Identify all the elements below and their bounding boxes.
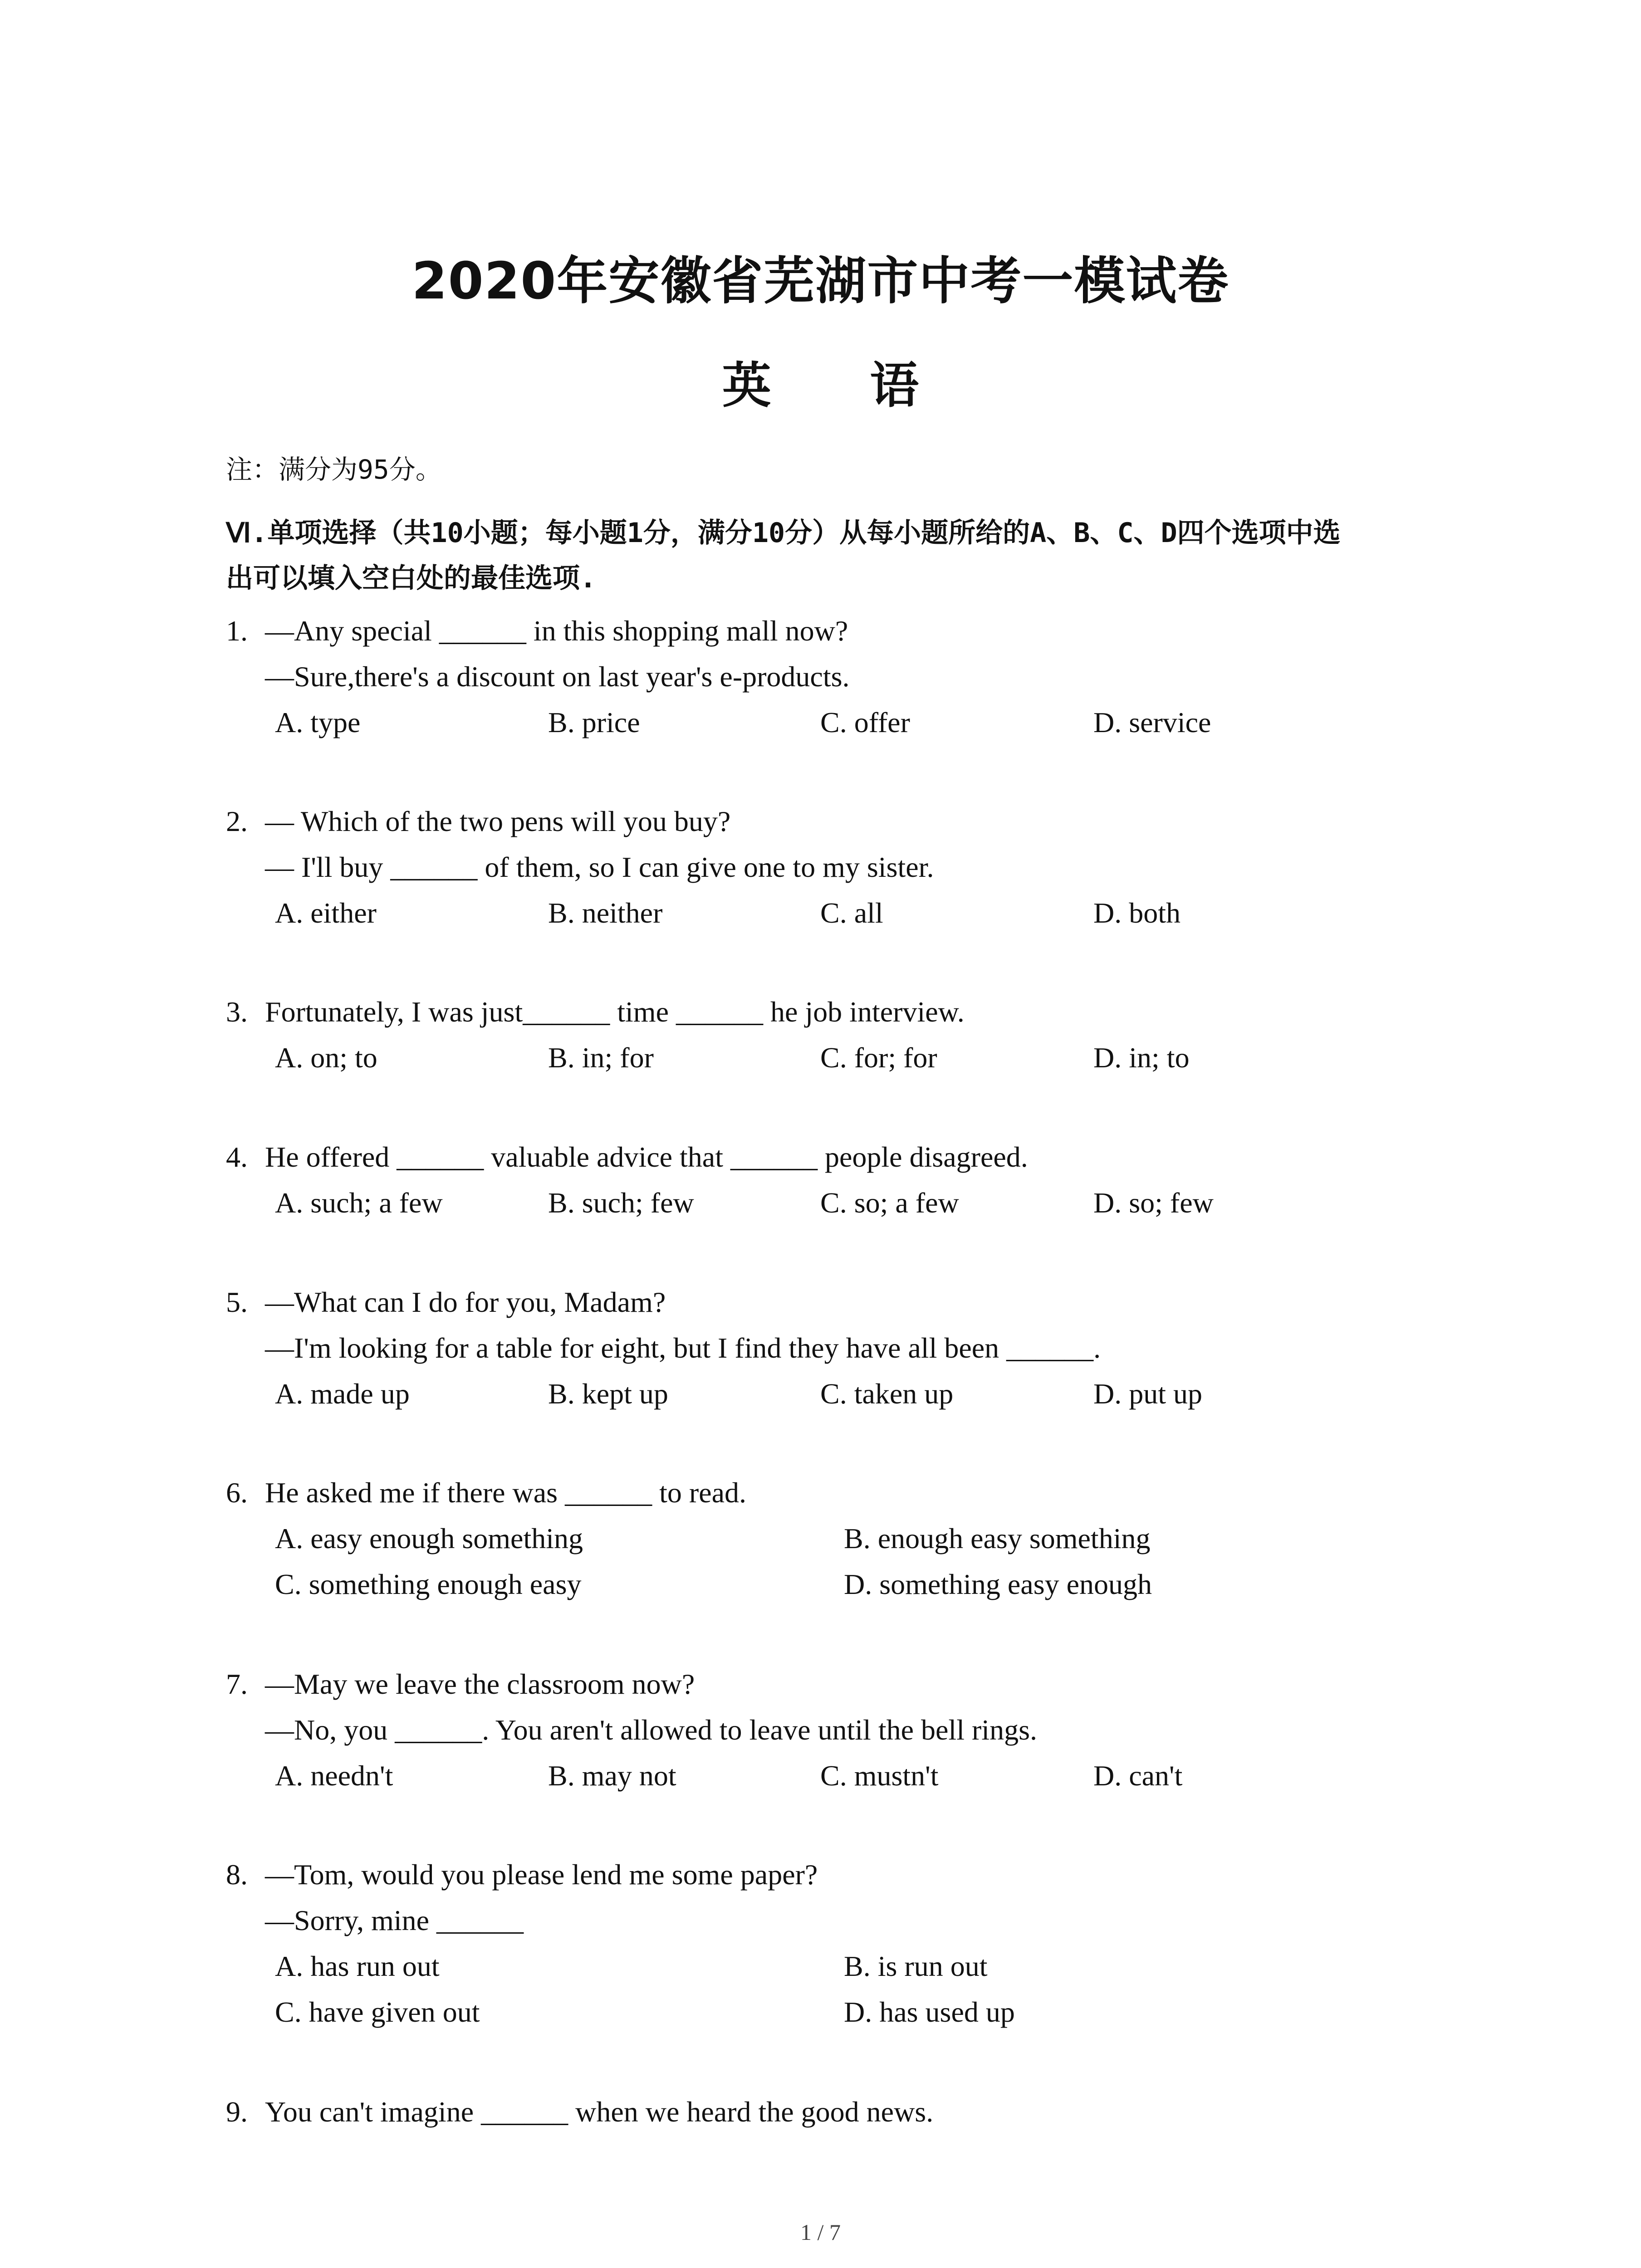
question-stem: You can't imagine ______ when we heard the good news. bbox=[265, 2096, 934, 2128]
question-stem: —Tom, would you please lend me some paper? bbox=[265, 1858, 818, 1891]
option-row bbox=[226, 1515, 1451, 1561]
option-c: C. have given out bbox=[275, 1996, 480, 2028]
section-heading-line-1: Ⅵ.单项选择（共10小题；每小题1分，满分10分）从每小题所给的A、B、C、D四个选项中选 bbox=[226, 517, 1341, 549]
question-number: 5. bbox=[226, 1286, 248, 1318]
question-stem: — Which of the two pens will you buy? bbox=[265, 805, 731, 837]
option-a: A. on; to bbox=[275, 1041, 377, 1074]
option-a: A. type bbox=[275, 706, 361, 738]
option-c: C. mustn't bbox=[820, 1760, 939, 1792]
question-3 bbox=[226, 989, 1451, 1080]
question-8 bbox=[226, 1852, 1451, 2035]
question-number: 2. bbox=[226, 805, 248, 837]
option-c: C. all bbox=[820, 897, 883, 929]
option-d: D. both bbox=[1093, 897, 1181, 929]
score-note: 注：满分为95分。 bbox=[226, 454, 442, 485]
option-c: C. so; a few bbox=[820, 1187, 959, 1219]
question-stem: He offered ______ valuable advice that ______ people disagreed. bbox=[265, 1141, 1028, 1173]
option-d: D. put up bbox=[1093, 1378, 1202, 1410]
question-2 bbox=[226, 798, 1451, 936]
option-b: B. such; few bbox=[548, 1187, 694, 1219]
option-row bbox=[226, 1753, 1451, 1799]
question-stem: —Sure,there's a discount on last year's e-products. bbox=[265, 660, 850, 693]
page-number: 1 / 7 bbox=[800, 2219, 841, 2245]
option-a: A. needn't bbox=[275, 1760, 393, 1792]
question-stem: He asked me if there was ______ to read. bbox=[265, 1476, 746, 1509]
option-d: D. has used up bbox=[844, 1996, 1015, 2028]
question-stem: —What can I do for you, Madam? bbox=[265, 1286, 666, 1318]
subject-heading: 英 语 bbox=[722, 357, 960, 414]
question-number: 9. bbox=[226, 2096, 248, 2128]
option-d: D. so; few bbox=[1093, 1187, 1214, 1219]
option-a: A. either bbox=[275, 897, 377, 929]
question-stem: —Any special ______ in this shopping mall now? bbox=[265, 615, 848, 647]
option-b: B. kept up bbox=[548, 1378, 668, 1410]
question-5 bbox=[226, 1279, 1451, 1417]
option-d: D. can't bbox=[1093, 1760, 1183, 1792]
option-row bbox=[226, 1561, 1451, 1607]
option-row bbox=[226, 1180, 1451, 1226]
option-c: C. for; for bbox=[820, 1041, 937, 1074]
option-row bbox=[226, 890, 1451, 936]
option-row bbox=[226, 1943, 1451, 1989]
section-heading bbox=[226, 510, 1469, 601]
option-b: B. enough easy something bbox=[844, 1522, 1151, 1554]
question-4 bbox=[226, 1134, 1451, 1226]
question-number: 1. bbox=[226, 615, 248, 647]
option-row bbox=[226, 1371, 1451, 1417]
question-stem: —No, you ______. You aren't allowed to leave until the bell rings. bbox=[265, 1714, 1037, 1746]
page-title: 2020年安徽省芜湖市中考一模试卷 bbox=[411, 252, 1230, 311]
question-1 bbox=[226, 608, 1451, 745]
section-heading-line-2: 出可以填入空白处的最佳选项. bbox=[226, 562, 597, 594]
question-number: 8. bbox=[226, 1858, 248, 1891]
option-a: A. easy enough something bbox=[275, 1522, 583, 1554]
question-number: 7. bbox=[226, 1668, 248, 1700]
question-stem: — I'll buy ______ of them, so I can give one to my sister. bbox=[265, 851, 934, 883]
option-d: D. in; to bbox=[1093, 1041, 1190, 1074]
option-c: C. something enough easy bbox=[275, 1568, 582, 1600]
option-row bbox=[226, 1035, 1451, 1080]
question-stem: Fortunately, I was just______ time ______ he job interview. bbox=[265, 996, 965, 1028]
option-c: C. offer bbox=[820, 706, 910, 738]
question-stem: —May we leave the classroom now? bbox=[265, 1668, 695, 1700]
question-7 bbox=[226, 1661, 1451, 1799]
option-c: C. taken up bbox=[820, 1378, 954, 1410]
option-b: B. may not bbox=[548, 1760, 676, 1792]
option-d: D. service bbox=[1093, 706, 1211, 738]
option-a: A. made up bbox=[275, 1378, 410, 1410]
question-stem: —I'm looking for a table for eight, but I find they have all been ______. bbox=[265, 1332, 1101, 1364]
option-row bbox=[226, 1989, 1451, 2035]
option-d: D. something easy enough bbox=[844, 1568, 1152, 1600]
option-row bbox=[226, 699, 1451, 745]
option-a: A. has run out bbox=[275, 1950, 440, 1982]
option-b: B. neither bbox=[548, 897, 663, 929]
question-number: 4. bbox=[226, 1141, 248, 1173]
question-stem: —Sorry, mine ______ bbox=[265, 1904, 524, 1936]
option-b: B. price bbox=[548, 706, 640, 738]
question-number: 6. bbox=[226, 1476, 248, 1509]
question-9 bbox=[226, 2089, 1451, 2135]
option-b: B. in; for bbox=[548, 1041, 654, 1074]
option-b: B. is run out bbox=[844, 1950, 988, 1982]
question-6 bbox=[226, 1470, 1451, 1607]
question-number: 3. bbox=[226, 996, 248, 1028]
option-a: A. such; a few bbox=[275, 1187, 443, 1219]
